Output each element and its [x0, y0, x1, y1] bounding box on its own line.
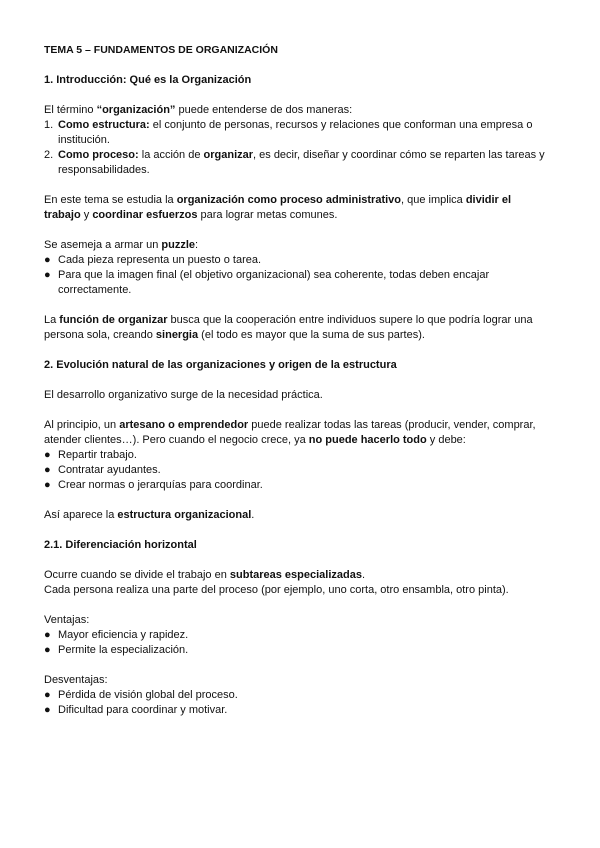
list-item: ● Para que la imagen final (el objetivo organizacional) sea coherente, todas deben encajar correctamente. — [44, 269, 490, 296]
list-item: 2. Como proceso: la acción de organizar, es decir, diseñar y coordinar cómo se reparten las tareas y responsabilidades. — [44, 149, 545, 176]
s21-paragraph-2: Cada persona realiza una parte del proceso (por ejemplo, uno corta, otro ensambla, otro pinta). — [44, 584, 509, 596]
bullet-icon: ● — [44, 269, 51, 281]
bullet-icon: ● — [44, 629, 51, 641]
list-item: ● Dificultad para coordinar y motivar. — [44, 704, 228, 716]
s1-paragraph-2: En este tema se estudia la organización como proceso administrativo, que implica dividir el trabajo y coordinar esfuerzos para lograr metas comunes. — [44, 194, 512, 221]
list-item: ● Repartir trabajo. — [44, 449, 137, 461]
list-item: ● Permite la especialización. — [44, 644, 189, 656]
list-item: 1. Como estructura: el conjunto de personas, recursos y relaciones que conforman una empresa o institución. — [44, 119, 533, 146]
s1-puzzle-intro: Se asemeja a armar un puzzle: — [44, 239, 199, 251]
list-number: 1. — [44, 119, 54, 131]
section-2-1-heading: 2.1. Diferenciación horizontal — [44, 539, 197, 551]
list-item: ● Cada pieza representa un puesto o tarea. — [44, 254, 262, 266]
s1-numbered-list — [44, 118, 550, 178]
s1-intro: El término “organización” puede entenderse de dos maneras: — [44, 104, 353, 116]
section-1-heading: 1. Introducción: Qué es la Organización — [44, 74, 252, 86]
list-item: ● Pérdida de visión global del proceso. — [44, 689, 238, 701]
list-item: ● Crear normas o jerarquías para coordinar. — [44, 479, 263, 491]
desventajas-label: Desventajas: — [44, 674, 108, 686]
ventajas-label: Ventajas: — [44, 614, 90, 626]
bullet-icon: ● — [44, 689, 51, 701]
list-item: ● Contratar ayudantes. — [44, 464, 161, 476]
bullet-icon: ● — [44, 464, 51, 476]
s2-paragraph-2: Al principio, un artesano o emprendedor puede realizar todas las tareas (producir, vender, comprar, atender clientes…). Pero cuando el negocio crece, ya no puede hacerlo todo y debe: — [44, 419, 536, 446]
list-number: 2. — [44, 149, 54, 161]
list-item: ● Mayor eficiencia y rapidez. — [44, 629, 189, 641]
bullet-icon: ● — [44, 254, 51, 266]
s2-paragraph-1: El desarrollo organizativo surge de la necesidad práctica. — [44, 389, 323, 401]
s2-paragraph-3: Así aparece la estructura organizacional. — [44, 509, 255, 521]
document-title: TEMA 5 – FUNDAMENTOS DE ORGANIZACIÓN — [44, 44, 278, 56]
bullet-icon: ● — [44, 644, 51, 656]
s1-paragraph-3: La función de organizar busca que la cooperación entre individuos supere lo que podría lograr una persona sola, creando sinergia (el todo es mayor que la suma de sus partes). — [44, 314, 533, 341]
s1-bullet-list — [44, 253, 550, 298]
bullet-icon: ● — [44, 704, 51, 716]
s21-paragraph-1: Ocurre cuando se divide el trabajo en subtareas especializadas. — [44, 569, 366, 581]
bullet-icon: ● — [44, 449, 51, 461]
section-2-heading: 2. Evolución natural de las organizaciones y origen de la estructura — [44, 359, 397, 371]
s2-bullet-list — [44, 448, 550, 493]
bullet-icon: ● — [44, 479, 51, 491]
ventajas-list — [44, 628, 550, 658]
desventajas-list — [44, 688, 550, 718]
